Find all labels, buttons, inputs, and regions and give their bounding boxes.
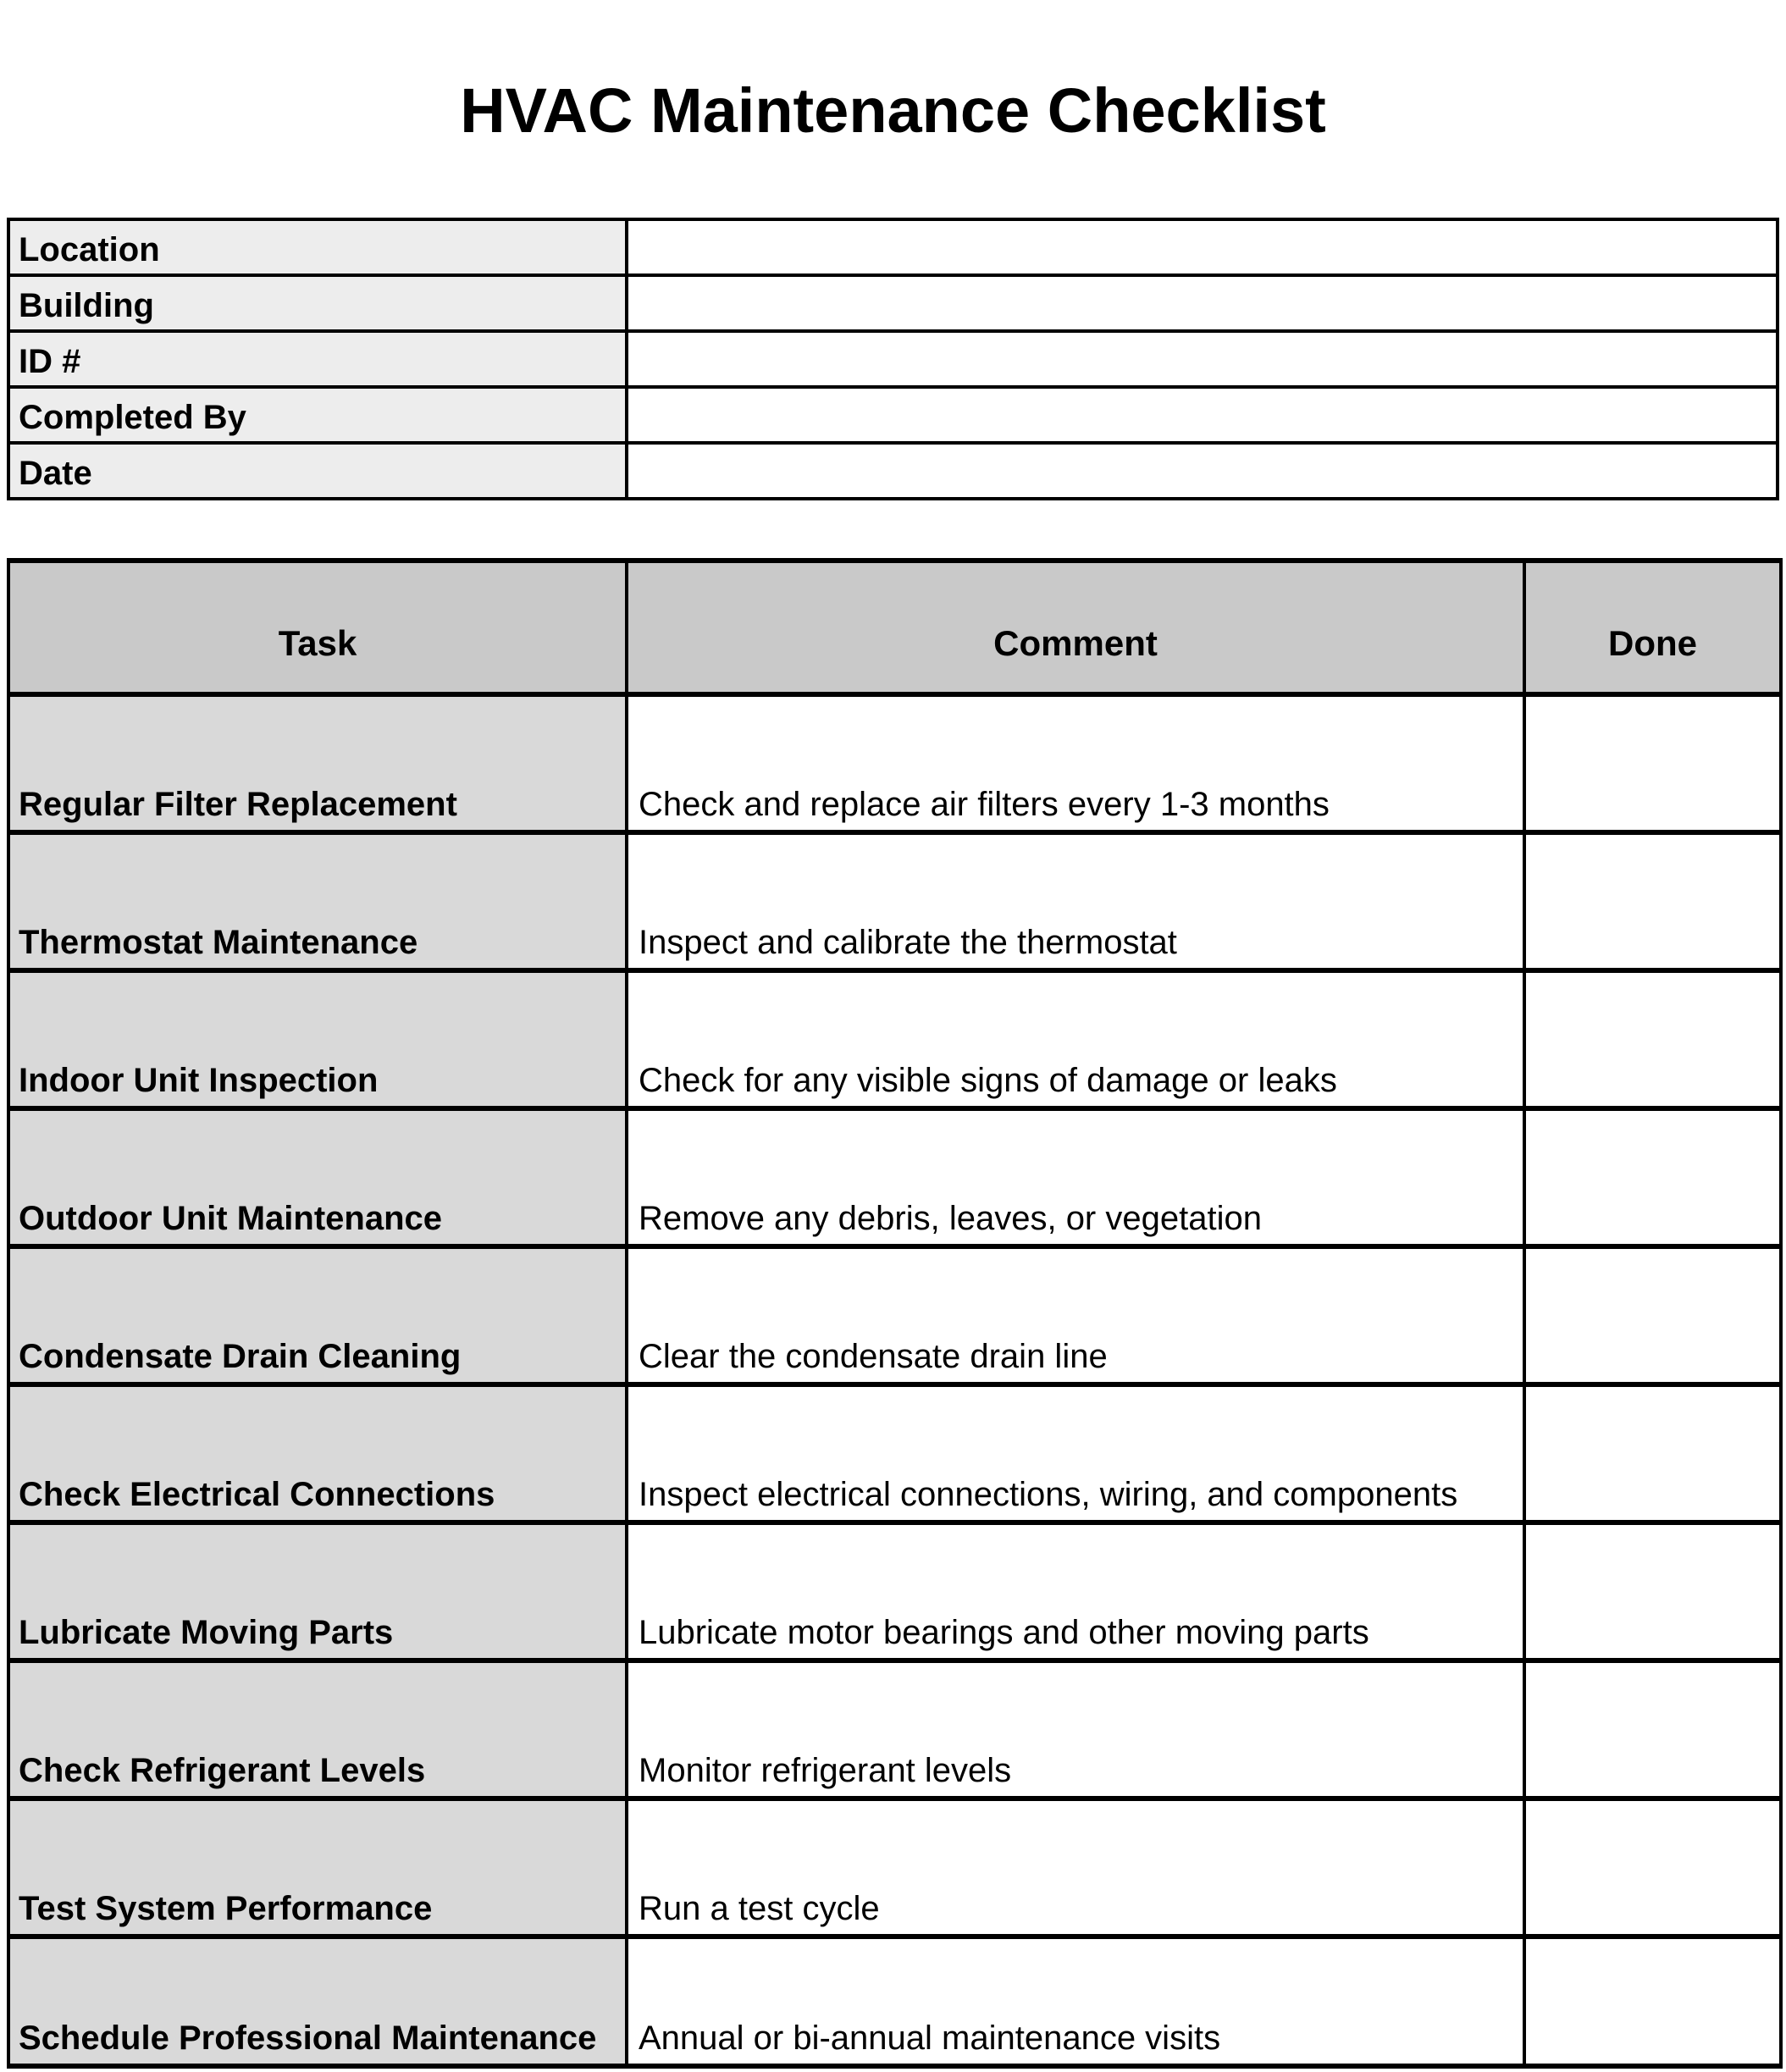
info-table: [7, 218, 1779, 500]
info-row-location: [8, 219, 1778, 275]
task-row-check-refrigerant-levels: [8, 1660, 1781, 1798]
task-cell: Test System Performance: [8, 1798, 627, 1937]
comment-cell: Annual or bi-annual maintenance visits: [627, 1937, 1524, 2066]
task-cell: Indoor Unit Inspection: [8, 970, 627, 1108]
info-value-location[interactable]: [627, 219, 1778, 275]
comment-cell: Run a test cycle: [627, 1798, 1524, 1937]
info-row-id: [8, 331, 1778, 387]
task-column-header: Task: [8, 561, 627, 694]
info-value-completed-by[interactable]: [627, 387, 1778, 443]
checklist-header-row: [8, 561, 1781, 694]
task-cell: Condensate Drain Cleaning: [8, 1246, 627, 1384]
task-row-check-electrical-connections: [8, 1384, 1781, 1522]
comment-cell: Check and replace air filters every 1-3 months: [627, 694, 1524, 832]
comment-cell: Monitor refrigerant levels: [627, 1660, 1524, 1798]
done-cell[interactable]: [1524, 1108, 1781, 1246]
done-cell[interactable]: [1524, 970, 1781, 1108]
done-cell[interactable]: [1524, 1384, 1781, 1522]
comment-cell: Check for any visible signs of damage or leaks: [627, 970, 1524, 1108]
task-cell: Schedule Professional Maintenance: [8, 1937, 627, 2066]
info-value-id[interactable]: [627, 331, 1778, 387]
task-cell: Lubricate Moving Parts: [8, 1522, 627, 1660]
task-row-indoor-unit-inspection: [8, 970, 1781, 1108]
task-cell: Regular Filter Replacement: [8, 694, 627, 832]
done-cell[interactable]: [1524, 1798, 1781, 1937]
done-cell[interactable]: [1524, 694, 1781, 832]
document-page: [0, 75, 1786, 2072]
task-row-thermostat-maintenance: [8, 832, 1781, 970]
task-row-lubricate-moving-parts: [8, 1522, 1781, 1660]
task-row-outdoor-unit-maintenance: [8, 1108, 1781, 1246]
comment-cell: Clear the condensate drain line: [627, 1246, 1524, 1384]
task-row-test-system-performance: [8, 1798, 1781, 1937]
checklist-table: [7, 558, 1783, 2069]
info-value-building[interactable]: [627, 275, 1778, 331]
comment-cell: Inspect and calibrate the thermostat: [627, 832, 1524, 970]
task-cell: Outdoor Unit Maintenance: [8, 1108, 627, 1246]
info-label-location: Location: [8, 219, 627, 275]
info-row-completed-by: [8, 387, 1778, 443]
task-cell: Check Refrigerant Levels: [8, 1660, 627, 1798]
done-cell[interactable]: [1524, 1660, 1781, 1798]
done-cell[interactable]: [1524, 1246, 1781, 1384]
info-label-id: ID #: [8, 331, 627, 387]
done-cell[interactable]: [1524, 832, 1781, 970]
done-cell[interactable]: [1524, 1522, 1781, 1660]
task-row-regular-filter-replacement: [8, 694, 1781, 832]
comment-column-header: Comment: [627, 561, 1524, 694]
comment-cell: Remove any debris, leaves, or vegetation: [627, 1108, 1524, 1246]
comment-cell: Lubricate motor bearings and other moving parts: [627, 1522, 1524, 1660]
page-title: HVAC Maintenance Checklist: [460, 75, 1326, 146]
task-cell: Check Electrical Connections: [8, 1384, 627, 1522]
done-cell[interactable]: [1524, 1937, 1781, 2066]
info-value-date[interactable]: [627, 443, 1778, 499]
task-cell: Thermostat Maintenance: [8, 832, 627, 970]
info-label-building: Building: [8, 275, 627, 331]
task-row-condensate-drain-cleaning: [8, 1246, 1781, 1384]
done-column-header: Done: [1524, 561, 1781, 694]
info-row-date: [8, 443, 1778, 499]
info-label-date: Date: [8, 443, 627, 499]
comment-cell: Inspect electrical connections, wiring, and components: [627, 1384, 1524, 1522]
info-row-building: [8, 275, 1778, 331]
info-label-completed-by: Completed By: [8, 387, 627, 443]
task-row-schedule-professional-maintenance: [8, 1937, 1781, 2066]
